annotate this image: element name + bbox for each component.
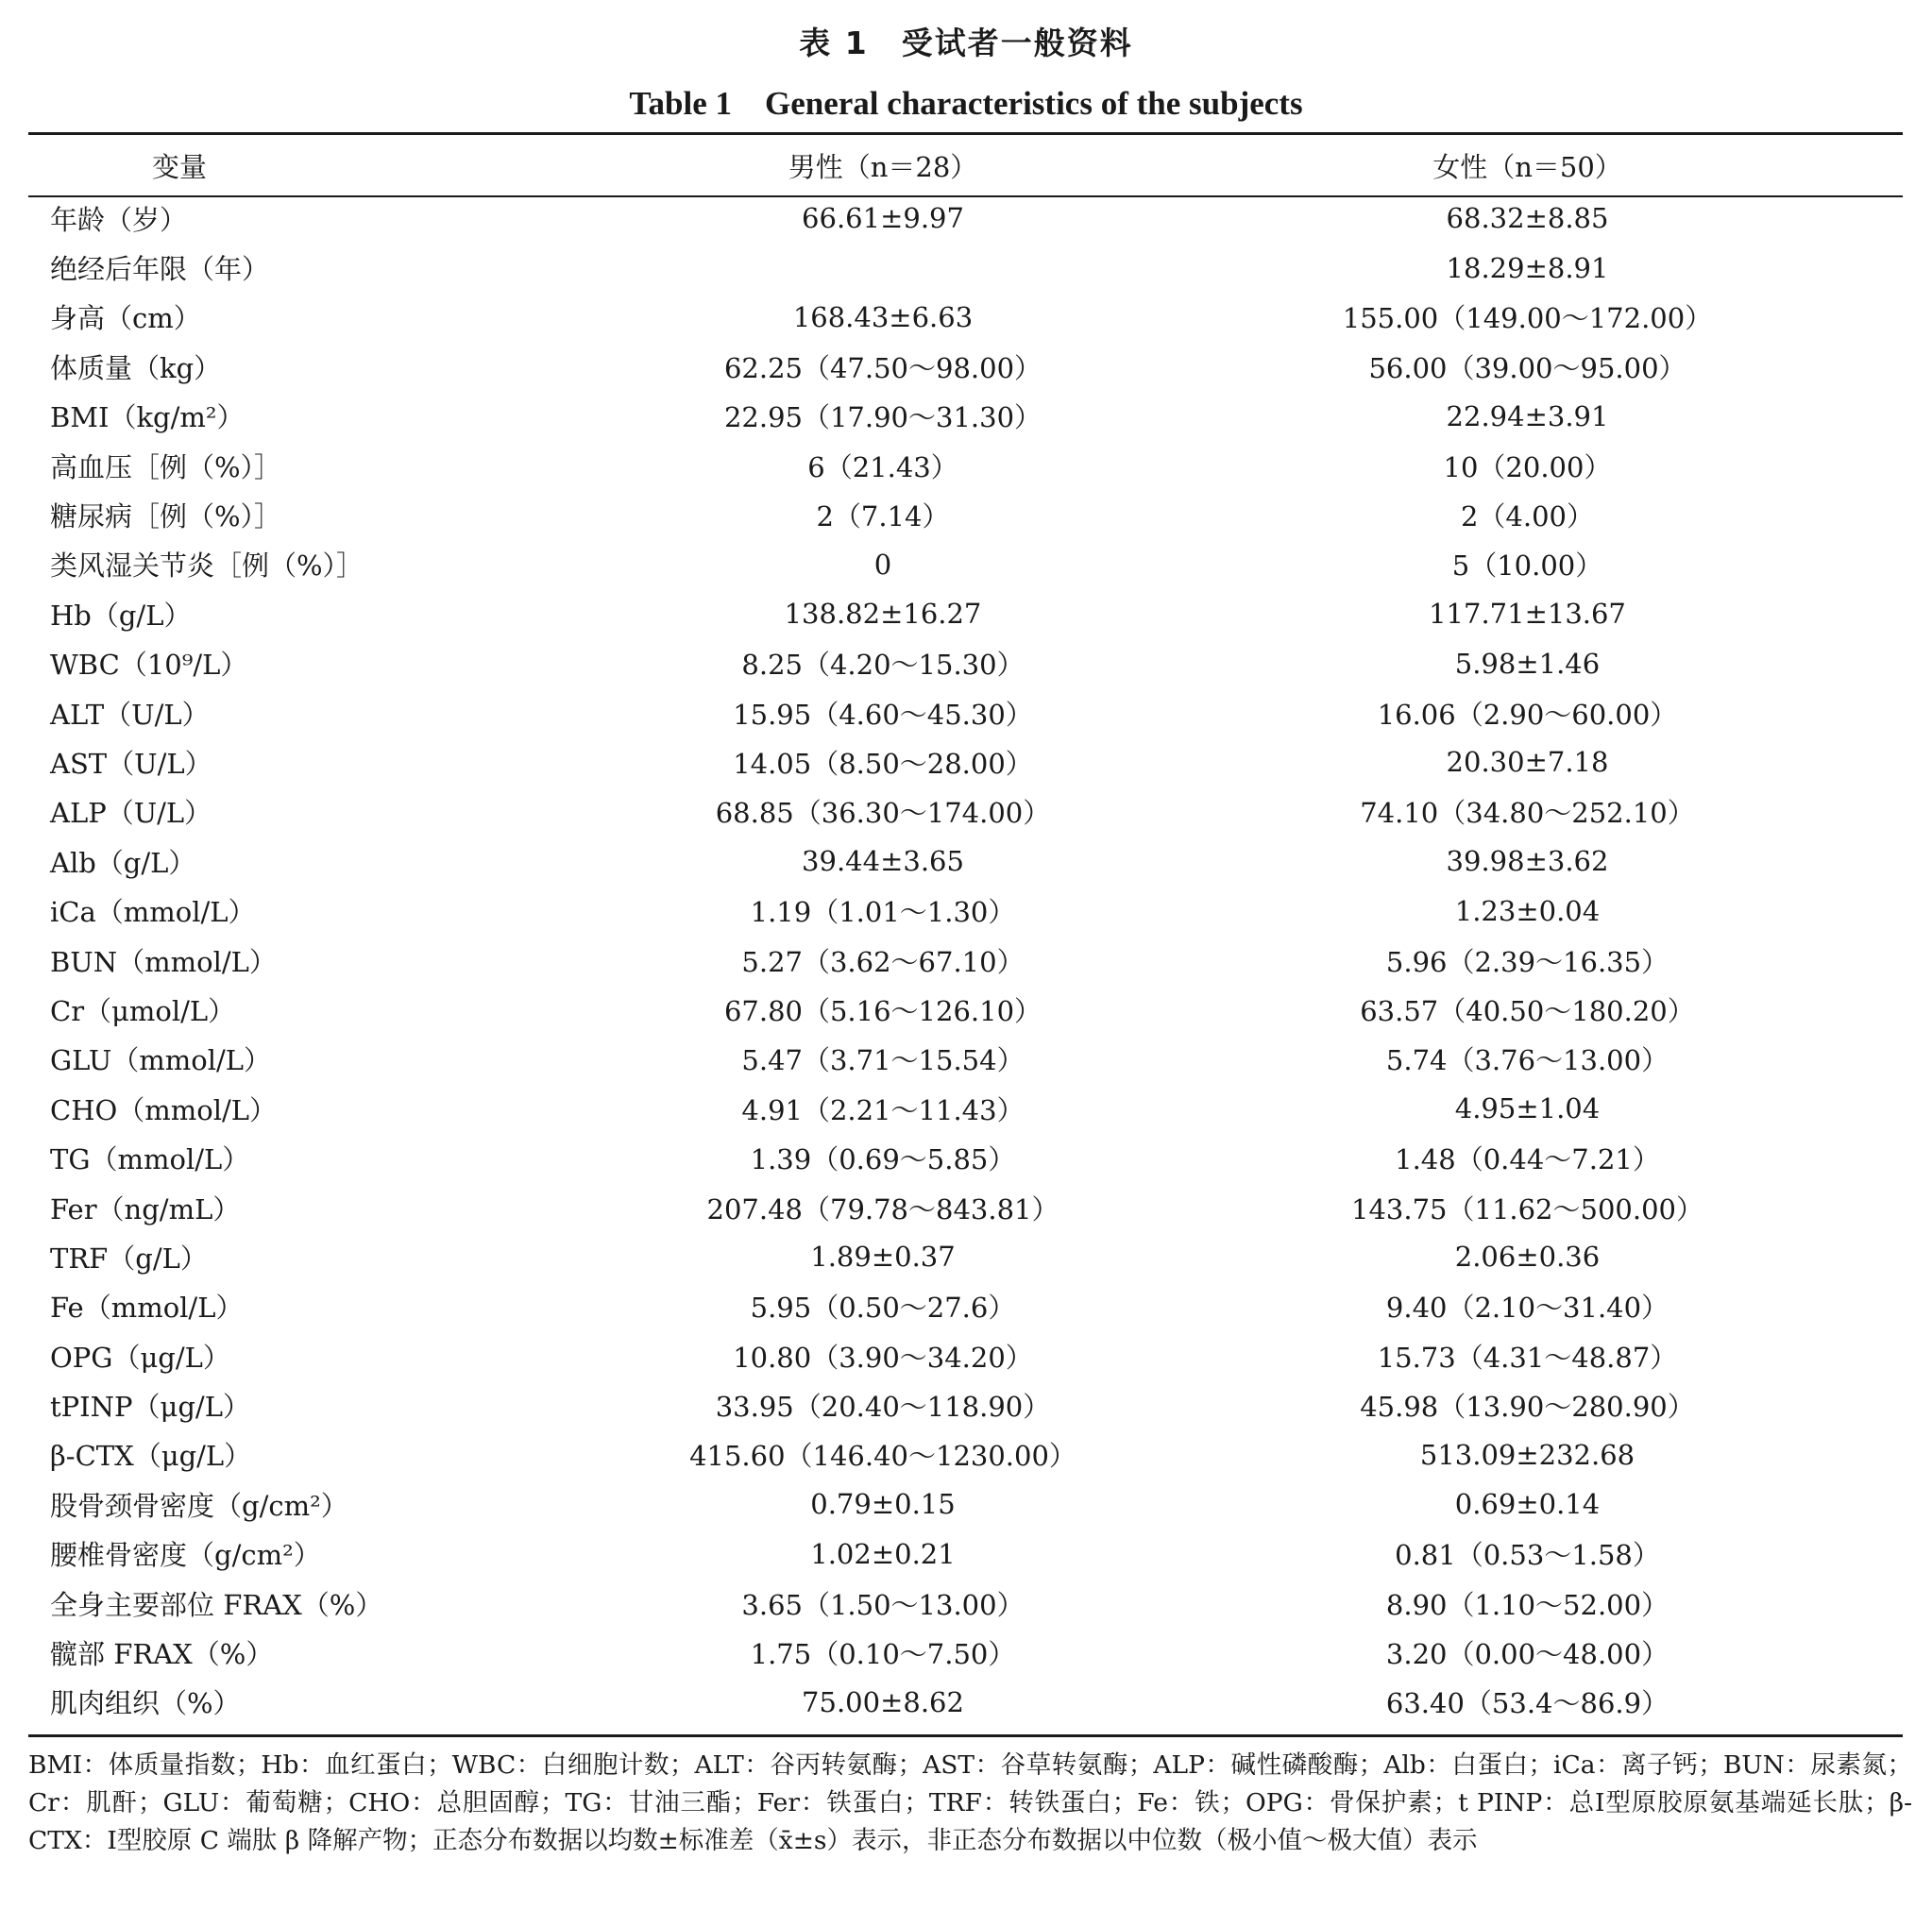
variable-cell: 绝经后年限（年） [50, 253, 270, 286]
table-row [28, 540, 1903, 589]
female-cell: 39.98±3.62 [1446, 845, 1609, 878]
male-cell: 75.00±8.62 [802, 1685, 964, 1718]
table-row [28, 787, 1903, 837]
table-row [28, 441, 1903, 490]
male-cell: 207.48（79.78～843.81） [706, 1192, 1059, 1225]
footnote-term: AST：谷草转氨酶； [923, 1750, 1154, 1780]
footnote-term: iCa：离子钙； [1553, 1750, 1723, 1780]
female-cell: 18.29±8.91 [1446, 251, 1609, 284]
footnote-term: BUN：尿素氮； [1722, 1750, 1913, 1780]
male-cell: 0 [873, 548, 892, 581]
variable-cell: GLU（mmol/L） [50, 1044, 272, 1077]
male-cell: 4.91（2.21～11.43） [741, 1093, 1025, 1126]
table-body [28, 194, 1903, 1727]
variable-cell: Cr（μmol/L） [50, 994, 236, 1027]
female-cell: 2.06±0.36 [1454, 1241, 1601, 1274]
male-cell: 1.39（0.69～5.85） [750, 1143, 1016, 1176]
table-footnote [28, 1747, 1912, 1860]
variable-cell: 身高（cm） [50, 302, 201, 335]
variable-cell: BUN（mmol/L） [50, 945, 277, 978]
male-cell: 22.95（17.90～31.30） [723, 401, 1042, 434]
variable-cell: 全身主要部位 FRAX（%） [50, 1588, 383, 1621]
male-cell: 8.25（4.20～15.30） [741, 649, 1025, 682]
variable-cell: TRF（g/L） [50, 1242, 208, 1275]
table-row [28, 1035, 1903, 1084]
table-row [28, 589, 1903, 638]
footnote-term: Cr：肌酐； [28, 1788, 163, 1817]
variable-cell: 股骨颈骨密度（g/cm²） [50, 1489, 348, 1522]
bottom-rule [28, 1734, 1903, 1737]
variable-cell: 年龄（岁） [50, 203, 188, 236]
female-cell: 16.06（2.90～60.00） [1377, 698, 1678, 731]
variable-cell: iCa（mmol/L） [50, 896, 256, 929]
table-row [28, 490, 1903, 539]
female-cell: 3.20（0.00～48.00） [1385, 1638, 1669, 1671]
table-row [28, 985, 1903, 1034]
male-cell: 5.47（3.71～15.54） [741, 1044, 1025, 1077]
female-cell: 1.48（0.44～7.21） [1395, 1143, 1660, 1176]
male-cell: 1.02±0.21 [810, 1537, 956, 1570]
female-cell: 1.23±0.04 [1454, 894, 1601, 927]
male-cell: 3.65（1.50～13.00） [741, 1588, 1025, 1621]
table-row [28, 1282, 1903, 1331]
table-title-en: Table 1 General characteristics of the subjects [629, 85, 1303, 122]
male-cell: 66.61±9.97 [802, 202, 964, 235]
table-row [28, 1579, 1903, 1628]
table-row [28, 342, 1903, 391]
footnote-term: BMI：体质量指数； [28, 1750, 262, 1780]
variable-cell: CHO（mmol/L） [50, 1093, 278, 1126]
female-cell: 0.81（0.53～1.58） [1395, 1539, 1660, 1572]
table-row [28, 1084, 1903, 1133]
characteristics-table [28, 137, 1903, 1727]
variable-cell: WBC（10⁹/L） [50, 649, 248, 682]
table-row [28, 886, 1903, 935]
variable-cell: TG（mmol/L） [50, 1143, 250, 1176]
female-cell: 22.94±3.91 [1446, 399, 1609, 432]
male-cell: 6（21.43） [807, 450, 958, 483]
table-row [28, 1183, 1903, 1232]
table-row [28, 1331, 1903, 1380]
footnote-term: β-CTX：Ⅰ型胶原 C 端肽 β 降解产物； [28, 1788, 1913, 1855]
female-cell: 0.69±0.14 [1454, 1488, 1601, 1521]
footnote-term: Fer：铁蛋白； [756, 1788, 929, 1817]
female-cell: 15.73（4.31～48.87） [1377, 1341, 1678, 1374]
table-row [28, 293, 1903, 342]
variable-cell: Fe（mmol/L） [50, 1292, 244, 1325]
male-cell: 138.82±16.27 [784, 598, 982, 631]
male-cell: 14.05（8.50～28.00） [733, 747, 1033, 780]
female-cell: 5.74（3.76～13.00） [1385, 1044, 1669, 1077]
variable-cell: Fer（ng/mL） [50, 1192, 241, 1225]
top-rule [28, 132, 1903, 135]
variable-cell: 肌肉组织（%） [50, 1687, 241, 1720]
footnote-term: Alb：白蛋白； [1383, 1750, 1554, 1780]
table-row [28, 837, 1903, 886]
female-cell: 68.32±8.85 [1446, 202, 1609, 235]
variable-cell: Hb（g/L） [50, 599, 192, 632]
male-cell: 15.95（4.60～45.30） [733, 698, 1033, 731]
variable-cell: 体质量（kg） [50, 351, 222, 384]
male-cell: 1.75（0.10～7.50） [750, 1638, 1016, 1671]
male-cell: 62.25（47.50～98.00） [723, 351, 1042, 384]
header-male: 男性（n＝28） [788, 150, 978, 183]
female-cell: 5.96（2.39～16.35） [1385, 945, 1669, 978]
male-cell: 0.79±0.15 [810, 1488, 956, 1521]
footnote-term: CHO：总胆固醇； [348, 1788, 566, 1817]
table-row [28, 639, 1903, 688]
footnote-term: GLU：葡萄糖； [162, 1788, 349, 1817]
table-row [28, 194, 1903, 243]
male-cell: 67.80（5.16～126.10） [723, 994, 1042, 1027]
male-cell: 10.80（3.90～34.20） [733, 1341, 1033, 1374]
footnote-term: TG：甘油三酯； [565, 1788, 757, 1817]
female-cell: 45.98（13.90～280.90） [1360, 1391, 1695, 1424]
female-cell: 8.90（1.10～52.00） [1385, 1588, 1669, 1621]
male-cell: 1.89±0.37 [810, 1241, 956, 1274]
header-female: 女性（n＝50） [1432, 150, 1622, 183]
variable-cell: OPG（μg/L） [50, 1341, 230, 1374]
variable-cell: 类风湿关节炎［例（%）］ [50, 549, 364, 583]
header-variable: 变量 [151, 150, 207, 183]
footnote-term: t PINP：总Ⅰ型原胶原氨基端延长肽； [1458, 1788, 1890, 1817]
footnote-term: OPG：骨保护素； [1246, 1788, 1459, 1817]
table-row [28, 1678, 1903, 1727]
table-row [28, 1430, 1903, 1479]
variable-cell: ALP（U/L） [50, 797, 212, 830]
table-row [28, 688, 1903, 737]
table-row [28, 936, 1903, 985]
variable-cell: 腰椎骨密度（g/cm²） [50, 1539, 321, 1572]
table-row [28, 1530, 1903, 1579]
variable-cell: 髋部 FRAX（%） [50, 1638, 274, 1671]
female-cell: 2（4.00） [1460, 500, 1595, 533]
table-row [28, 1628, 1903, 1677]
male-cell: 1.19（1.01～1.30） [750, 896, 1016, 929]
variable-cell: tPINP（μg/L） [50, 1391, 250, 1424]
female-cell: 10（20.00） [1443, 450, 1612, 483]
variable-cell: β-CTX（μg/L） [50, 1440, 252, 1473]
footnote-term: 正态分布数据以均数±标准差（x̄±s）表示，非正态分布数据以中位数（极小值～极大值）表示 [432, 1826, 1478, 1855]
table-title-cn: 表 1 受试者一般资料 [799, 25, 1133, 61]
female-cell: 513.09±232.68 [1419, 1438, 1635, 1471]
variable-cell: ALT（U/L） [50, 698, 210, 731]
variable-cell: Alb（g/L） [50, 846, 196, 879]
female-cell: 5（10.00） [1451, 549, 1603, 583]
variable-cell: AST（U/L） [50, 747, 212, 780]
female-cell: 5.98±1.46 [1454, 647, 1601, 680]
variable-cell: 高血压［例（%）］ [50, 450, 282, 483]
table-header-row [28, 137, 1903, 194]
footnote-term: ALP：碱性磷酸酶； [1153, 1750, 1384, 1780]
male-cell: 5.27（3.62～67.10） [741, 945, 1025, 978]
female-cell: 155.00（149.00～172.00） [1342, 302, 1713, 335]
table-row [28, 392, 1903, 441]
male-cell: 415.60（146.40～1230.00） [689, 1440, 1076, 1473]
female-cell: 56.00（39.00～95.00） [1368, 351, 1686, 384]
female-cell: 63.40（53.4～86.9） [1385, 1687, 1669, 1720]
female-cell: 4.95±1.04 [1454, 1092, 1601, 1125]
table-row [28, 1380, 1903, 1429]
variable-cell: 糖尿病［例（%）］ [50, 500, 282, 533]
male-cell: 33.95（20.40～118.90） [715, 1391, 1051, 1424]
male-cell: 5.95（0.50～27.6） [750, 1292, 1016, 1325]
footnote-term: Fe：铁； [1137, 1788, 1246, 1817]
footnote-term: ALT：谷丙转氨酶； [694, 1750, 924, 1780]
female-cell: 63.57（40.50～180.20） [1360, 994, 1695, 1027]
male-cell: 168.43±6.63 [792, 300, 974, 333]
female-cell: 20.30±7.18 [1446, 746, 1609, 779]
female-cell: 143.75（11.62～500.00） [1351, 1192, 1703, 1225]
table-row [28, 243, 1903, 292]
female-cell: 9.40（2.10～31.40） [1385, 1292, 1669, 1325]
variable-cell: BMI（kg/m²） [50, 401, 245, 434]
female-cell: 117.71±13.67 [1429, 598, 1626, 631]
footnote-term: TRF：转铁蛋白； [928, 1788, 1138, 1817]
table-row [28, 1232, 1903, 1281]
footnote-term: Hb：血红蛋白； [261, 1750, 452, 1780]
table-row [28, 1479, 1903, 1529]
footnote-term: WBC：白细胞计数； [451, 1750, 695, 1780]
male-cell: 68.85（36.30～174.00） [715, 797, 1051, 830]
table-row [28, 737, 1903, 786]
table-row [28, 1133, 1903, 1182]
male-cell: 39.44±3.65 [802, 845, 964, 878]
male-cell: 2（7.14） [816, 500, 950, 533]
female-cell: 74.10（34.80～252.10） [1360, 797, 1695, 830]
